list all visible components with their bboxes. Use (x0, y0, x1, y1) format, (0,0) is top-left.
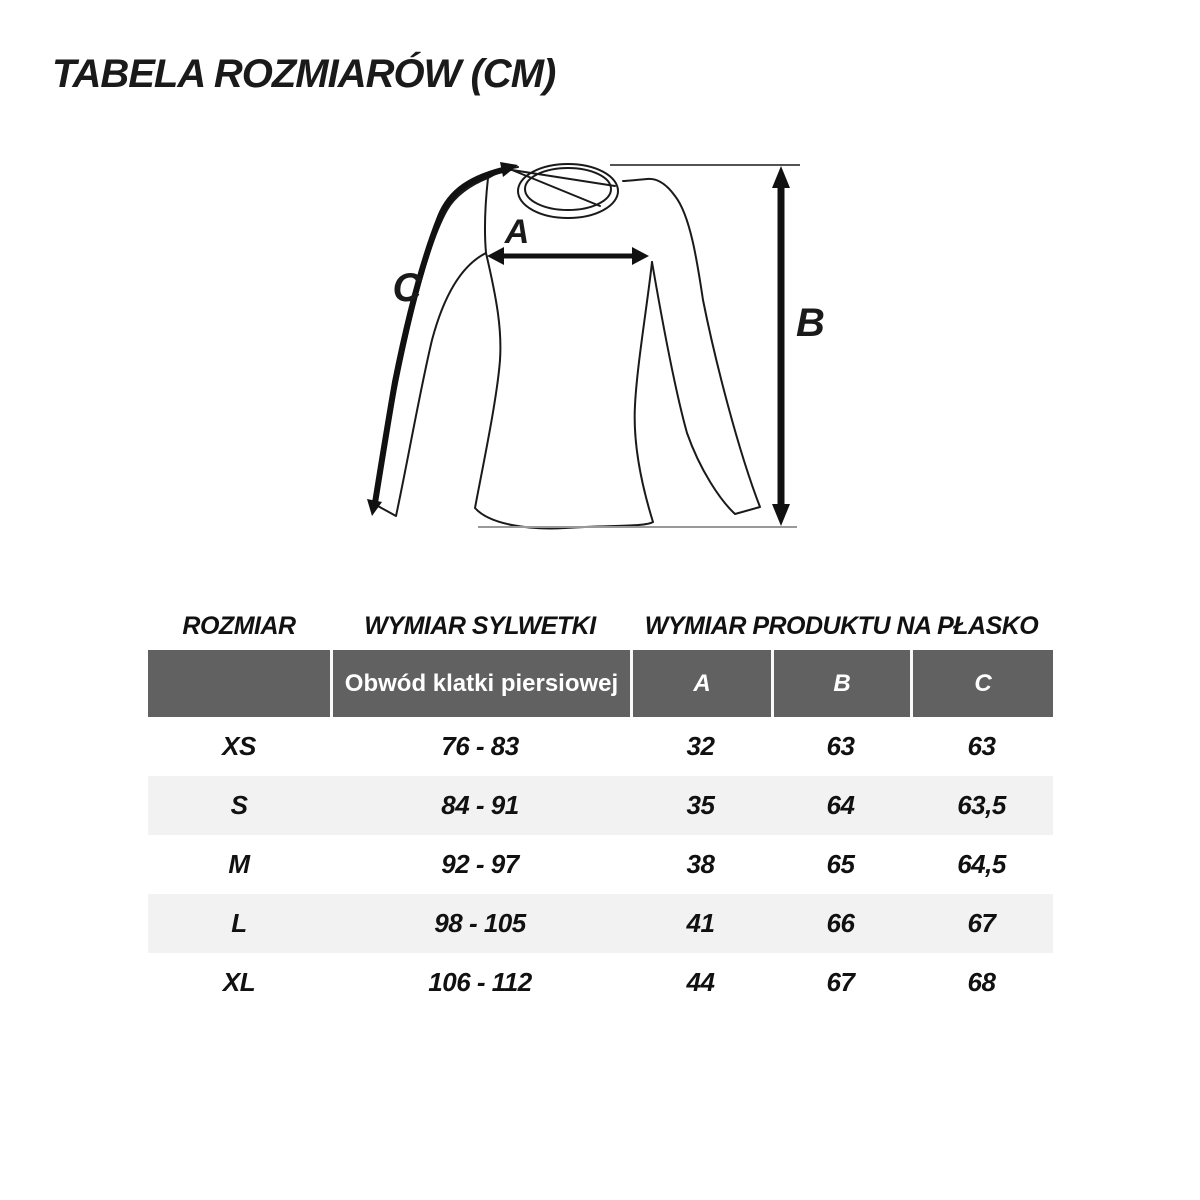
table-row (148, 776, 1053, 835)
cell-chest: 84 - 91 (441, 790, 519, 820)
header-cell-c: C (910, 650, 1053, 717)
table-row (148, 953, 1053, 1012)
cell-chest: 76 - 83 (441, 731, 519, 761)
arrow-c-sleeve-length (367, 162, 518, 516)
arrow-b-length (772, 166, 790, 526)
size-table (148, 600, 1053, 1012)
cell-b: 63 (826, 731, 855, 761)
cell-b: 64 (826, 790, 855, 820)
cell-b: 65 (826, 849, 855, 879)
label-a: A (504, 213, 530, 251)
cell-size: M (228, 849, 250, 879)
header-cell-a: A (630, 650, 771, 717)
cell-c: 68 (967, 967, 996, 997)
cell-b: 66 (826, 908, 855, 938)
cell-a: 44 (686, 967, 715, 997)
table-row (148, 717, 1053, 776)
group-header-rozmiar: ROZMIAR (182, 612, 296, 640)
cell-size: L (231, 908, 247, 938)
table-group-header-row (148, 600, 1053, 650)
label-c: C (392, 266, 422, 310)
page-title: TABELA ROZMIARÓW (CM) (52, 52, 556, 96)
header-cell-empty (148, 650, 330, 717)
cell-chest: 106 - 112 (428, 967, 532, 997)
cell-c: 63,5 (957, 790, 1006, 820)
table-row (148, 894, 1053, 953)
cell-c: 67 (967, 908, 996, 938)
cell-chest: 92 - 97 (441, 849, 519, 879)
header-cell-chest: Obwód klatki piersiowej (330, 650, 630, 717)
group-header-wymiar-produktu: WYMIAR PRODUKTU NA PŁASKO (644, 612, 1039, 640)
cell-a: 32 (686, 731, 715, 761)
cell-a: 35 (686, 790, 715, 820)
shirt-outline-drawing (376, 164, 760, 528)
table-header-row (148, 650, 1053, 717)
header-cell-b: B (771, 650, 910, 717)
group-header-wymiar-sylwetki: WYMIAR SYLWETKI (364, 612, 596, 640)
table-row (148, 835, 1053, 894)
cell-size: S (230, 790, 248, 820)
cell-c: 63 (967, 731, 996, 761)
table-body (148, 717, 1053, 1012)
cell-chest: 98 - 105 (434, 908, 526, 938)
label-b: B (796, 301, 825, 345)
cell-a: 38 (686, 849, 715, 879)
cell-size: XL (222, 967, 256, 997)
cell-c: 64,5 (957, 849, 1006, 879)
cell-b: 67 (826, 967, 855, 997)
cell-a: 41 (686, 908, 715, 938)
cell-size: XS (222, 731, 256, 761)
garment-measurement-diagram (360, 140, 830, 550)
